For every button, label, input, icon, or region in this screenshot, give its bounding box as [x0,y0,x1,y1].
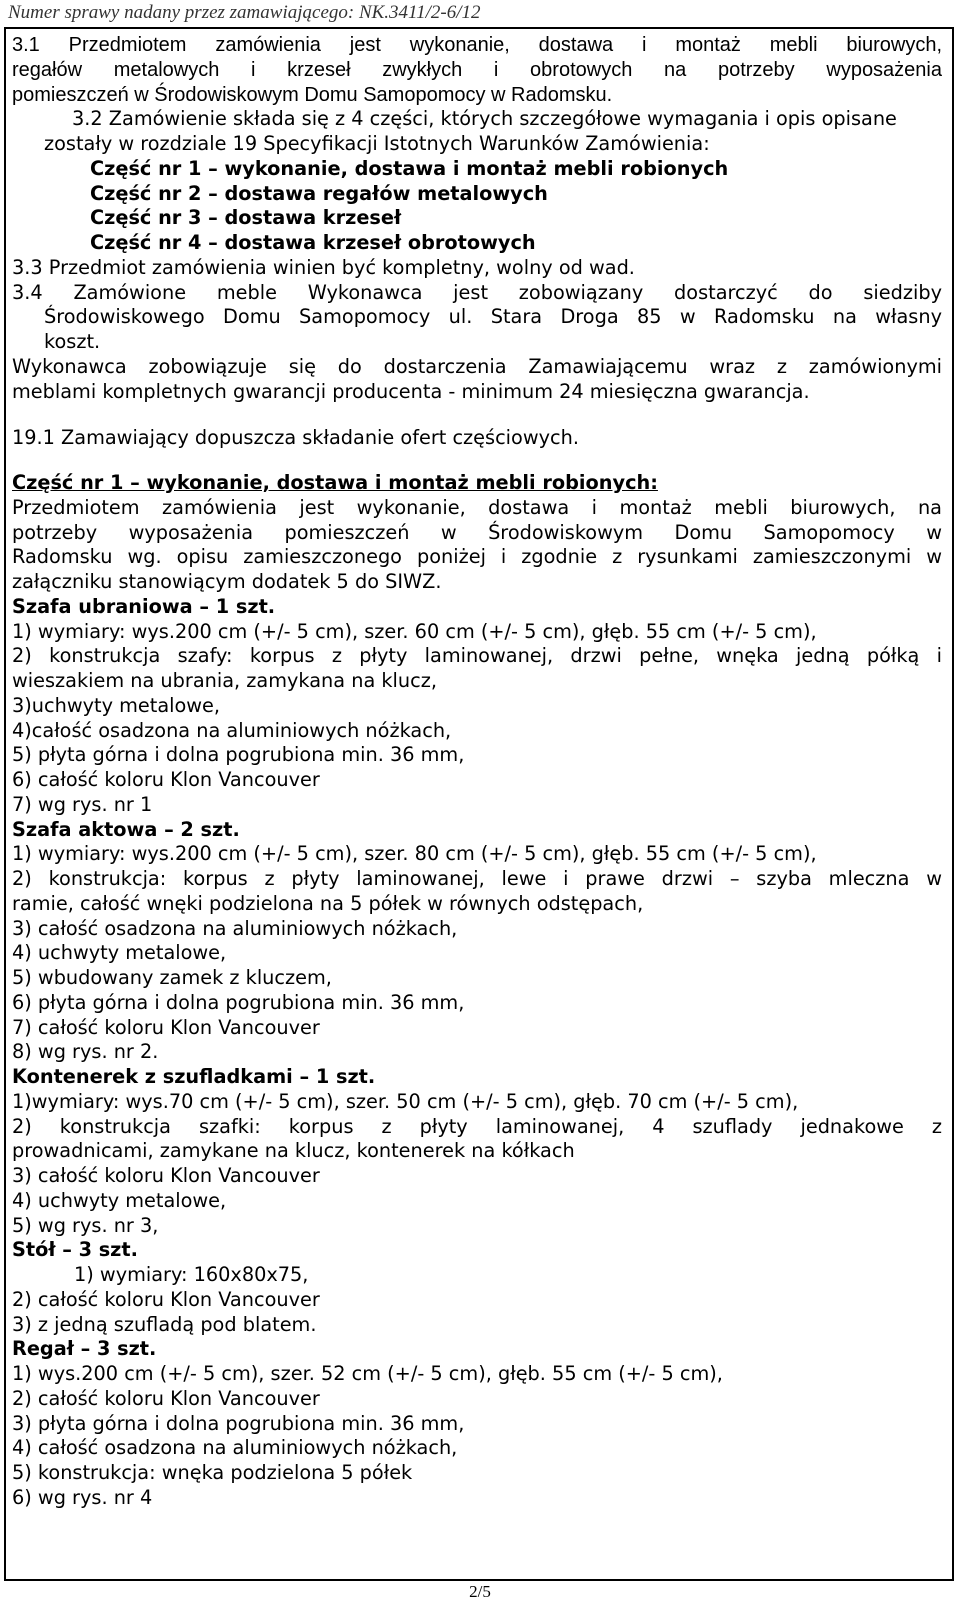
section-3-1-line-1: 3.1 Przedmiotem zamówienia jest wykonanie, dostawa i montaż mebli biurowych, [12,34,942,56]
spec-line: 5) wg rys. nr 3, [12,1213,159,1237]
section-3-2-line-1: 3.2 Zamówienie składa się z 4 części, których szczegółowe wymagania i opis opisane [72,107,897,131]
spec-line: 3) całość koloru Klon Vancouver [12,1164,320,1187]
part-list-item-4: Część nr 4 – dostawa krzeseł obrotowych [90,231,536,254]
section-3-4-line-3: koszt. [44,330,101,353]
shelf-title: Regał – 3 szt. [12,1337,157,1361]
section-3-1-line-2: regałów metalowych i krzeseł zwykłych i obrotowych na potrzeby wyposażenia [12,58,942,81]
section-3-2 [12,107,942,256]
spec-line: 2) całość koloru Klon Vancouver [12,1287,320,1311]
spec-line: 8) wg rys. nr 2. [12,1040,159,1064]
case-number-header: Numer sprawy nadany przez zamawiającego: NK.3411/2-6/12 [8,2,481,23]
spec-line: 4)całość osadzona na aluminiowych nóżkach, [12,718,452,742]
section-3-4-line-1: 3.4 Zamówione meble Wykonawca jest zobowiązany dostarczyć do siedziby [12,280,942,304]
section-3-4-line-2: Środowiskowego Domu Samopomocy ul. Stara Droga 85 w Radomsku na własny [44,305,942,329]
warranty-line-1: Wykonawca zobowiązuje się do dostarczenia Zamawiającemu wraz z zamówionymi [12,354,942,378]
wardrobe-spec [12,595,942,818]
spec-line: 7) całość koloru Klon Vancouver [12,1015,320,1039]
spec-line: ramie, całość wnęki podzielona na 5 półek w równych odstępach, [12,891,644,915]
drawer-unit-title: Kontenerek z szufladkami – 1 szt. [12,1065,376,1088]
spec-line: 2) całość koloru Klon Vancouver [12,1386,320,1410]
warranty-paragraph [12,355,942,405]
part-list-item-1: Część nr 1 – wykonanie, dostawa i montaż mebli robionych [90,156,729,180]
file-cabinet-spec [12,818,942,1066]
spacer [12,404,942,426]
spec-line: 6) płyta górna i dolna pogrubiona min. 36 mm, [12,990,465,1014]
page-number: 2/5 [469,1582,491,1601]
spec-line: prowadnicami, zamykane na klucz, kontenerek na kółkach [12,1139,575,1163]
part-1-heading: Część nr 1 – wykonanie, dostawa i montaż mebli robionych: [12,471,658,494]
spec-line: 4) uchwyty metalowe, [12,941,227,965]
spec-line: 7) wg rys. nr 1 [12,792,153,816]
section-3-3: 3.3 Przedmiot zamówienia winien być kompletny, wolny od wad. [12,255,635,279]
section-3-1 [12,33,942,107]
spec-line: 2) konstrukcja szafki: korpus z płyty laminowanej, 4 szuflady jednakowe z [12,1114,942,1138]
spec-line: 5) konstrukcja: wnęka podzielona 5 półek [12,1461,413,1484]
spec-line: 1) wymiary: 160x80x75, [74,1263,309,1286]
section-3-2-line-2: zostały w rozdziale 19 Specyfikacji Istotnych Warunków Zamówienia: [44,132,710,155]
spec-line: 3) płyta górna i dolna pogrubiona min. 36 mm, [12,1411,465,1435]
part-1-intro-line-1: Przedmiotem zamówienia jest wykonanie, dostawa i montaż mebli biurowych, na [12,495,942,519]
file-cabinet-title: Szafa aktowa – 2 szt. [12,817,240,841]
spec-line: 3)uchwyty metalowe, [12,693,221,717]
spec-line: 2) konstrukcja: korpus z płyty laminowanej, lewe i prawe drzwi – szyba mleczna w [12,867,942,890]
part-1-intro [12,496,942,595]
shelf-spec [12,1337,942,1510]
section-3-4 [12,281,942,355]
spec-line: 6) wg rys. nr 4 [12,1485,153,1509]
spec-line: 2) konstrukcja szafy: korpus z płyty laminowanej, drzwi pełne, wnęka jedną półką i [12,644,942,668]
spec-line: 5) wbudowany zamek z kluczem, [12,966,332,989]
spec-line: 4) uchwyty metalowe, [12,1188,227,1212]
table-title: Stół – 3 szt. [12,1238,138,1262]
section-3-1-line-3: pomieszczeń w Środowiskowym Domu Samopomocy w Radomsku. [12,83,613,106]
table-spec [12,1238,942,1337]
drawer-unit-spec [12,1065,942,1238]
part-list-item-2: Część nr 2 – dostawa regałów metalowych [90,181,548,205]
spec-line: wieszakiem na ubrania, zamykana na klucz, [12,669,437,692]
spec-line: 1)wymiary: wys.70 cm (+/- 5 cm), szer. 50 cm (+/- 5 cm), głęb. 70 cm (+/- 5 cm), [12,1089,799,1113]
part-1-intro-line-4: załączniku stanowiącym dodatek 5 do SIWZ. [12,570,442,593]
part-list-item-3: Część nr 3 – dostawa krzeseł [90,206,402,230]
section-19-1: 19.1 Zamawiający dopuszcza składanie ofert częściowych. [12,426,579,450]
document-body [12,33,942,1511]
part-1-intro-line-3: Radomsku wg. opisu zamieszczonego poniżej i zgodnie z rysunkami zamieszczonymi w [12,545,942,569]
spec-line: 3) całość osadzona na aluminiowych nóżkach, [12,916,458,940]
spec-line: 3) z jedną szufladą pod blatem. [12,1312,317,1336]
spacer [12,451,942,471]
spec-line: 6) całość koloru Klon Vancouver [12,768,320,791]
wardrobe-title: Szafa ubraniowa – 1 szt. [12,594,276,618]
spec-line: 4) całość osadzona na aluminiowych nóżkach, [12,1436,458,1460]
warranty-line-2: meblami kompletnych gwarancji producenta - minimum 24 miesięczna gwarancja. [12,379,810,403]
spec-line: 1) wymiary: wys.200 cm (+/- 5 cm), szer. 60 cm (+/- 5 cm), głęb. 55 cm (+/- 5 cm), [12,619,817,643]
spec-line: 5) płyta górna i dolna pogrubiona min. 36 mm, [12,743,465,767]
spec-line: 1) wymiary: wys.200 cm (+/- 5 cm), szer. 80 cm (+/- 5 cm), głęb. 55 cm (+/- 5 cm), [12,842,817,866]
spec-line: 1) wys.200 cm (+/- 5 cm), szer. 52 cm (+/- 5 cm), głęb. 55 cm (+/- 5 cm), [12,1362,723,1385]
part-1-intro-line-2: potrzeby wyposażenia pomieszczeń w Środowiskowym Domu Samopomocy w [12,520,942,544]
